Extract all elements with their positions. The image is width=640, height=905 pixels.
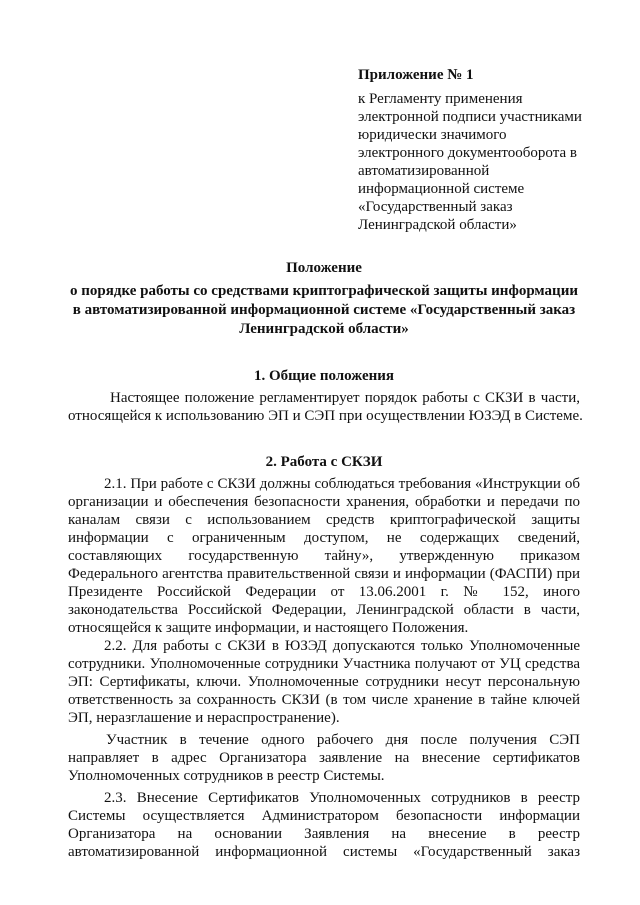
- appendix-line: юридически значимого: [358, 127, 507, 143]
- appendix-line: информационной системе: [358, 181, 525, 197]
- section-2-title: 2. Работа с СКЗИ: [265, 454, 383, 470]
- appendix-line: Ленинградской области»: [358, 217, 517, 233]
- paragraph-line: ЭП, неразглашение и нераспространение).: [68, 710, 340, 726]
- paragraph-2-1: [68, 475, 580, 637]
- paragraph-line: Настоящее положение регламентирует порядок работы с СКЗИ в части,: [110, 390, 580, 406]
- paragraph-line: информации с ограниченным доступом, не содержащих сведений,: [68, 530, 580, 546]
- subtitle-line: о порядке работы со средствами криптографической защиты информации: [70, 283, 578, 299]
- section-1-paragraph: [68, 389, 583, 425]
- paragraph-line: каналам связи с использованием средств криптографической защиты: [68, 512, 580, 528]
- appendix-line: «Государственный заказ: [358, 199, 513, 215]
- paragraph-line: ЭП: Сертификаты, ключи. Уполномоченные сотрудники несут персональную: [68, 674, 580, 690]
- section-1-title: 1. Общие положения: [253, 368, 395, 384]
- appendix-line: автоматизированной: [358, 163, 490, 179]
- appendix-title: Приложение № 1: [358, 67, 474, 83]
- appendix-description: [358, 90, 598, 234]
- paragraph-line: направляет в адрес Организатора заявление на внесение сертификатов: [68, 750, 580, 766]
- paragraph-line: 2.1. При работе с СКЗИ должны соблюдаться требования «Инструкции об: [104, 476, 580, 492]
- paragraph-line: Федерального агентства правительственной связи и информации (ФАСПИ) при: [68, 566, 580, 582]
- paragraph-line: сотрудники. Уполномоченные сотрудники Участника получают от УЦ средства: [68, 656, 580, 672]
- paragraph-line: автоматизированной информационной системы «Государственный заказ: [68, 844, 580, 860]
- appendix-line: к Регламенту применения: [358, 91, 523, 107]
- paragraph-line: составляющих государственную тайну», утвержденную приказом: [68, 548, 580, 564]
- paragraph-2-3: [68, 789, 580, 861]
- paragraph-line: Участник в течение одного рабочего дня после получения СЭП: [106, 732, 580, 748]
- paragraph-participant: [68, 731, 580, 785]
- subtitle-line: в автоматизированной информационной системе «Государственный заказ: [72, 302, 576, 318]
- paragraph-line: Уполномоченных сотрудников в реестр Системы.: [68, 768, 385, 784]
- paragraph-line: законодательства Российской Федерации, Ленинградской области в части,: [68, 602, 580, 618]
- paragraph-line: относящейся к защите информации, и настоящего Положения.: [68, 620, 469, 636]
- appendix-line: электронной подписи участниками: [358, 109, 582, 125]
- document-title: Положение: [286, 260, 362, 276]
- paragraph-line: организации и обеспечения безопасности хранения, обработки и передачи по: [68, 494, 580, 510]
- paragraph-line: Системы осуществляется Администратором безопасности информации: [68, 808, 580, 824]
- paragraph-2-2: [68, 637, 580, 727]
- paragraph-line: 2.3. Внесение Сертификатов Уполномоченных сотрудников в реестр: [104, 790, 580, 806]
- paragraph-line: 2.2. Для работы с СКЗИ в ЮЗЭД допускаются только Уполномоченные: [104, 638, 580, 654]
- paragraph-line: относящейся к использованию ЭП и СЭП при осуществлении ЮЗЭД в Системе.: [68, 408, 583, 424]
- paragraph-line: ответственность за сохранность СКЗИ (в том числе хранение в тайне ключей: [68, 692, 580, 708]
- appendix-line: электронного документооборота в: [358, 145, 577, 161]
- document-subtitle: [68, 282, 580, 339]
- paragraph-line: Президенте Российской Федерации от 13.06.2001 г. № 152, иного: [68, 584, 580, 600]
- paragraph-line: Организатора на основании Заявления на внесение в реестр: [68, 826, 580, 842]
- subtitle-line: Ленинградской области»: [239, 321, 409, 337]
